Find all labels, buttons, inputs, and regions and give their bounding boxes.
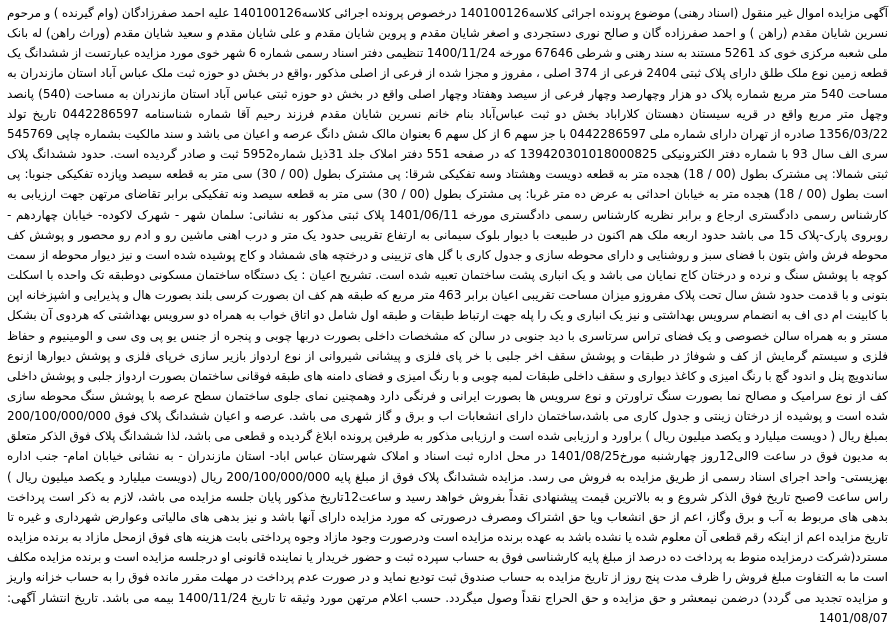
auction-notice-text: آگهی مزایده اموال غیر منقول (اسناد رهنی) موضوع پرونده اجرائی کلاسه140100126 درخصوص پرونده اجرائی کلاسه140100126 علیه احمد صفرزادگان (وام گیرنده ) و مرحوم نسرین شایان مقدم (راهن ) و احمد صفرزاده گان و صالح نوری دستجردی و اصغر شایان مقدم و پروین شایان مقدم و علی شایان مقدم و سعید شایان مقدم (وراث راهن) له بانک ملی شعبه مرکزی خوی کد 5261 مستند به سند رهنی و شرطی 67646 مورخه 1400/11/24 تنظیمی دفتر اسناد رسمی شماره 6 شهر خوی مورد مزایده عبارتست از ششدانگ یک قطعه زمین نوع ملک طلق دارای پلاک ثبتی 2404 فرعی از 374 اصلی ، مفروز و مجزا شده از فرعی از اصلی مذکور ،واقع در بخش دو حوزه ثبت ملک عباس آباد استان مازندران به مساحت 540 متر مربع شماره پلاک دو هزار وچهارصد وچهار فرعی از سیصد وهفتاد وچهار اصلی واقع در بخش دو حوزه ثبتی عباس آباد استان مازندران به مساحت (540) پانصد وچهل متر مربع واقع در قریه سیستان دهستان کلاراباد بخش دو ثبت عباس‌آباد بنام خانم نسرین شایان مقدم فرزند رحیم آقا شماره شناسنامه 0442286597 تاریخ تولد 1356/03/22 صادره از تهران دارای شماره ملی 0442286597 با جز سهم 6 از کل سهم 6 بعنوان مالک شش دانگ عرصه و اعیان می باشد و سند مالکیت بشماره چاپی 545769 سری الف سال 93 با شماره دفتر الکترونیکی 139420301018000825 که در صفحه 551 دفتر املاک جلد 31ذیل شماره5952 ثبت و صادر گردیده است. حدود ششدانگ پلاک ثبتی شمالا: پی مشترک بطول (00 / 18) هجده متر به قطعه دویست وهشتاد وسه تفکیکی شرقا: پی مشترک بطول (00 / 30) سی متر به قطعه سیصد وپازده تفکیکی جنوبا: پی است بطول (00 / 18) هجده متر به خیابان احداثی به عرض ده متر غربا: پی مشترک بطول (00 / 30) سی متر به قطعه سیصد ونه تفکیکی برابر تقاضای مرتهن جهت ارزیابی به کارشناس رسمی دادگستری ارجاع و برابر نظریه کارشناس رسمی دادگستری مورخه 1401/06/11 پلاک ثبتی مذکور به نشانی: سلمان شهر - شهرک لاکوده- خیابان چهاردهم - روبروی پارک-پلاک 15 می باشد حدود اربعه ملک هم اکنون در طبیعت با دیوار بلوک سیمانی به ارتفاع تقریبی حدود یک متر و درب اهنی ماشین رو و ادم رو محصور و پوشش کف محوطه فرش واش بتون با فضای سبز و روشنایی و دارای محوطه سازی و جدول کاری با گل های تزیینی و درختچه های شمشاد و کاج پوشیده شده است و نیز دیوار محوطه از سمت کوچه با پوشش سنگ و نرده و درختان کاج نمایان می باشد و یک انباری پشت ساختمان تعبیه شده است. تشریح اعیان : یک دستگاه ساختمان مسکونی دوطبقه تک واحده با اسکلت بتونی و با قدمت حدود شش سال تحت پلاک مفروزو میزان مساحت تقریبی اعیان برابر 463 متر مربع که طبقه هم کف ان بصورت کرسی بلند بصورت هال و پذیرایی و اشپزخانه اپن با کابینت ام دی اف به انضمام سرویس بهداشتی و نیز یک انباری و یک را پله جهت ارتباط طبقات و طبقه اول شامل دو اتاق خواب به همراه دو سرویس بهداشتی که هردوی آن بشکل مستر و به همراه سالن خصوصی و یک فضای تراس سرتاسری با دید جنوبی در سالن که مشخصات داخلی بصورت دربها چوبی و پنجره از جنس یو پی وی سی و الومینیوم و حفاظ فلزی و سیستم گرمایش از کف و شوفاژ در طبقات و پوشش سقف اخر جلبی با خر پای فلزی و پیشانی شیروانی از نوع اردواز بازیر سازی خرپای فلزی و پوشش دیوارها ازنوع ساندویچ پنل و اندود گچ با رنگ امیزی و کاغذ دیواری و سقف داخلی طبقات لمبه چوبی و با رنگ امیزی و فضای دامنه های طبقه فوقانی ساختمان بصورت اردواز جلبی و پوشش داخلی کف از نوع سرامیک و مصالح نما بصورت سنگ تراورتن و نوع سرویس ها بصورت ایرانی و فرنگی دارد وهمچنین نمای جلوی ساختمان سطح عرصه با پوشش سنگ محوطه سازی شده است و پوشیده از درختان زینتی و جدول کاری می باشد،ساختمان دارای انشعابات اب و برق و گاز شهری می باشد. عرصه و اعیان ششدانگ پلاک فوق 200/100/000/000 بمبلغ ریال ( دویست میلیارد و یکصد میلیون ریال ) براورد و ارزیابی شده است و ارزیابی مذکور به طرفین پرونده ابلاغ گردیده و قطعی می باشد، لذا ششدانگ پلاک فوق الذکر متعلق به مدیون فوق در ساعت 9الی12روز چهارشنبه مورخ1401/08/25 در محل اداره ثبت اسناد و املاک شهرستان عباس اباد- استان مازندران - به نشانی خیابان امام- جنب اداره بهزیستی- واحد اجرای اسناد رسمی از طریق مزایده به فروش می رسد. مزایده ششدانگ پلاک فوق از مبلغ پایه 200/100/000/000 ریال (دویست میلیارد و یکصد میلیون ریال ) راس ساعت 9صبح تاریخ فوق الذکر شروع و به بالاترین قیمت پیشنهادی نقداً بفروش خواهد رسید و ساعت12تاریخ مذکور پایان جلسه مزایده می باشد، لازم به ذکر است پرداخت بدهی های مربوط به آب و برق وگاز، اعم از حق انشعاب ویا حق اشتراک ومصرف درصورتی که مورد مزایده دارای آنها باشد و نیز بدهی های مالیاتی وعوارض شهرداری و غیره تا تاریخ مزایده اعم از اینکه رقم قطعی آن معلوم شده یا نشده باشد به عهده برنده مزایده است ودرصورت وجود مازاد وجوه پرداختی بابت هزینه های فوق ازمحل مازاد به برنده مزایده مسترد(شرکت درمزایده منوط به پرداخت ده درصد از مبلغ پایه کارشناسی فوق به حساب سپرده ثبت و حضور خریدار یا نماینده قانونی او درجلسه مزایده است و برنده مزایده مکلف است ما به التفاوت مبلغ فروش را ظرف مدت پنج روز از تاریخ مزایده به حساب صندوق ثبت تودیع نماید و در صورت عدم پرداخت در مهلت مقرر مانده فوق را به حساب خزانه واریز و مزایده تجدید می گردد) درضمن نیمعشر و حق مزایده و حق الحراج نقداً وصول میگردد. حسب اعلام مرتهن مورد وثیقه تا تاریخ 1400/11/24 بیمه می باشد. تاریخ انتشار آگهی: 1401/08/07 (7, 6, 889, 625)
